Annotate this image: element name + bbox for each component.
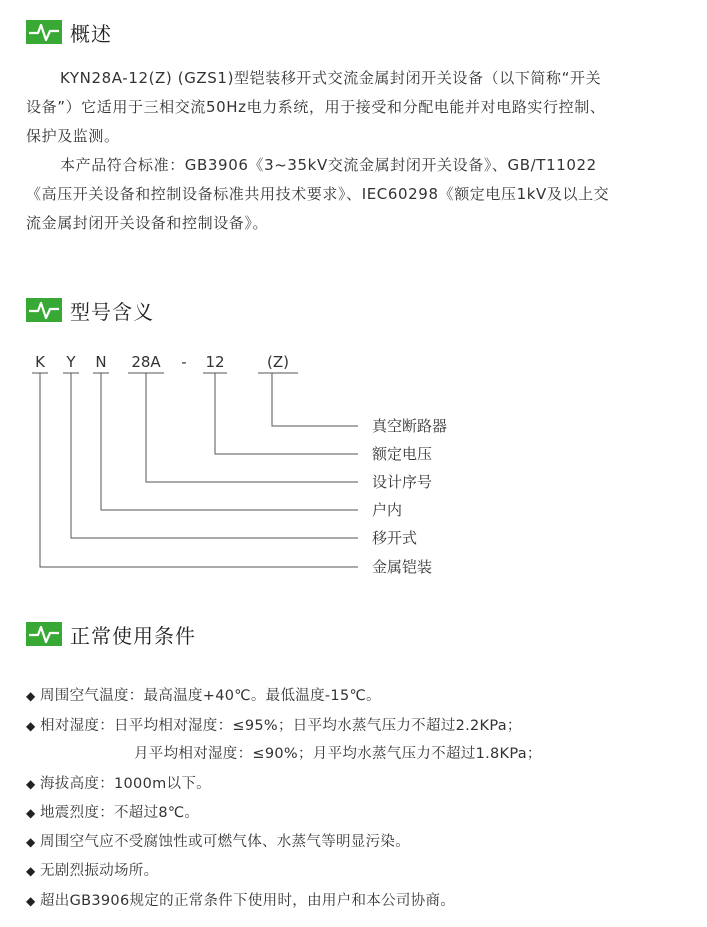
leader-line — [272, 373, 358, 426]
meaning-label: 户内 — [372, 501, 403, 519]
overview-line: KYN28A-12(Z) (GZS1)型铠装移开式交流金属封闭开关设备（以下简称“开关 — [60, 69, 602, 87]
condition-item — [26, 774, 211, 794]
condition-text: 相对湿度：日平均相对湿度：≤95%；日平均水蒸气压力不超过2.2KPa； — [40, 718, 522, 734]
code-design-number: 28A — [131, 353, 161, 371]
diamond-bullet-icon: ◆ — [26, 777, 36, 791]
condition-item — [26, 891, 455, 911]
diamond-bullet-icon: ◆ — [26, 864, 36, 878]
meaning-label: 金属铠装 — [372, 558, 433, 576]
condition-text: 月平均相对湿度：≤90%；月平均水蒸气压力不超过1.8KPa； — [134, 746, 542, 762]
diamond-bullet-icon: ◆ — [26, 894, 36, 908]
code-dash: - — [181, 353, 187, 371]
condition-text: 无剧烈振动场所。 — [40, 863, 159, 879]
green-pulse-icon — [26, 298, 62, 322]
code-vacuum-breaker: (Z) — [267, 353, 289, 371]
condition-item — [26, 803, 199, 823]
section-title-overview: 概述 — [70, 21, 112, 46]
overview-line: 本产品符合标准：GB3906《3~35kV交流金属封闭开关设备》、GB/T11022 — [60, 156, 597, 174]
section-header-overview — [26, 18, 112, 46]
condition-text: 周围空气温度：最高温度+40℃。最低温度-15℃。 — [40, 688, 381, 704]
condition-text: 超出GB3906规定的正常条件下使用时，由用户和本公司协商。 — [40, 893, 456, 909]
condition-text: 周围空气应不受腐蚀性或可燃气体、水蒸气等明显污染。 — [40, 834, 410, 850]
condition-item — [26, 861, 158, 881]
green-pulse-icon — [26, 622, 62, 646]
code-letter-n: N — [95, 353, 107, 371]
overview-line: 保护及监测。 — [26, 127, 120, 145]
leader-line — [101, 373, 358, 510]
model-code-diagram — [0, 340, 707, 590]
code-voltage: 12 — [205, 353, 225, 371]
overview-line: 设备”）它适用于三相交流50Hz电力系统，用于接受和分配电能并对电路实行控制、 — [26, 98, 606, 116]
condition-item — [26, 832, 410, 852]
overview-line: 流金属封闭开关设备和控制设备》。 — [26, 214, 269, 232]
leader-line — [215, 373, 358, 454]
code-letter-k: K — [35, 353, 45, 371]
meaning-label: 真空断路器 — [372, 417, 448, 435]
condition-text: 地震烈度：不超过8℃。 — [40, 805, 200, 821]
section-title-conditions: 正常使用条件 — [70, 623, 196, 648]
diamond-bullet-icon: ◆ — [26, 719, 36, 733]
overview-line: 《高压开关设备和控制设备标准共用技术要求》、IEC60298《额定电压1kV及以上交 — [26, 185, 610, 203]
section-header-conditions — [26, 620, 196, 648]
section-header-model — [26, 296, 154, 324]
diamond-bullet-icon: ◆ — [26, 806, 36, 820]
code-letter-y: Y — [66, 353, 76, 371]
meaning-label: 设计序号 — [372, 473, 433, 491]
condition-item-continuation — [26, 744, 542, 764]
green-pulse-icon — [26, 20, 62, 44]
condition-text: 海拔高度：1000m以下。 — [40, 776, 211, 792]
diamond-bullet-icon: ◆ — [26, 835, 36, 849]
condition-item — [26, 716, 522, 736]
leader-line — [146, 373, 358, 482]
meaning-label: 移开式 — [372, 529, 418, 547]
diamond-bullet-icon: ◆ — [26, 689, 36, 703]
overview-paragraph — [26, 64, 686, 238]
section-title-model: 型号含义 — [70, 299, 154, 324]
condition-item — [26, 686, 381, 706]
meaning-label: 额定电压 — [372, 445, 433, 463]
